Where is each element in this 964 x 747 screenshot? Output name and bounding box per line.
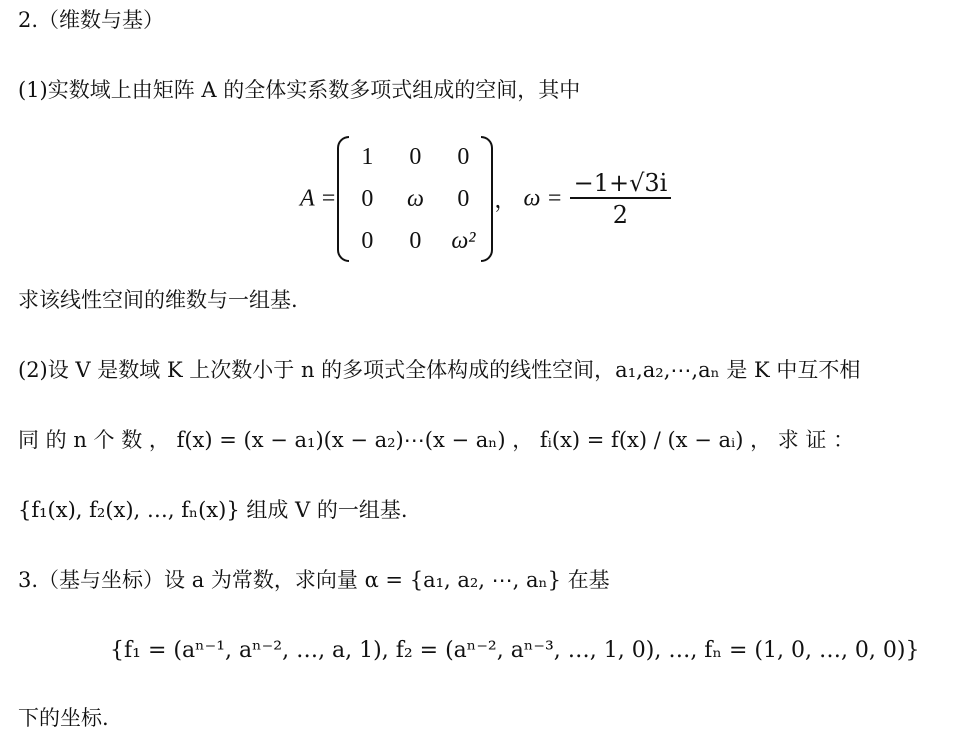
matrix-cell: 0 <box>361 227 374 254</box>
omega-fraction <box>570 169 672 229</box>
matrix-cell: 0 <box>409 143 422 170</box>
q3-basis: {f₁ = (aⁿ⁻¹, aⁿ⁻², …, a, 1), f₂ = (aⁿ⁻², aⁿ⁻³, …, 1, 0), …, fₙ = (1, 0, …, 0, 0)} <box>110 638 920 663</box>
omega-numerator: −1+√3i <box>570 169 672 199</box>
q2-part2-line3: {f₁(x), f₂(x), …, fₙ(x)} 组成 V 的一组基. <box>18 498 408 522</box>
q2-part1-ask: 求该线性空间的维数与一组基. <box>18 288 298 312</box>
matrix-cell: ω² <box>451 227 476 254</box>
matrix-cell: 0 <box>409 227 422 254</box>
matrix-cell: ω <box>406 185 424 212</box>
q2-heading: 2.（维数与基） <box>18 8 165 32</box>
matrix-label: A = <box>300 185 337 212</box>
omega-lhs: ω = <box>523 185 563 212</box>
matrix-cell: 0 <box>361 185 374 212</box>
matrix-A <box>343 136 487 262</box>
q3-line1: 3.（基与坐标）设 a 为常数，求向量 α = {a₁, a₂, ⋯, aₙ} 在基 <box>18 568 610 592</box>
omega-denominator: 2 <box>612 201 629 229</box>
matrix-cell: 0 <box>457 143 470 170</box>
q2-part2-line1: (2)设 V 是数域 K 上次数小于 n 的多项式全体构成的线性空间，a₁,a₂,⋯,aₙ 是 K 中互不相 <box>18 358 861 382</box>
matrix-cell: 1 <box>361 143 374 170</box>
q2-part1-intro: (1)实数域上由矩阵 A 的全体实系数多项式组成的空间，其中 <box>18 78 581 102</box>
q3-end: 下的坐标. <box>18 706 109 730</box>
matrix-cell: 0 <box>457 185 470 212</box>
q2-part2-line2: 同 的 n 个 数 ， f(x) = (x − a₁)(x − a₂)⋯(x − aₙ) ， fᵢ(x) = f(x) / (x − aᵢ) ， 求 证 ： <box>18 428 855 452</box>
separator-comma: ， <box>494 188 517 214</box>
matrix-block <box>300 136 671 262</box>
